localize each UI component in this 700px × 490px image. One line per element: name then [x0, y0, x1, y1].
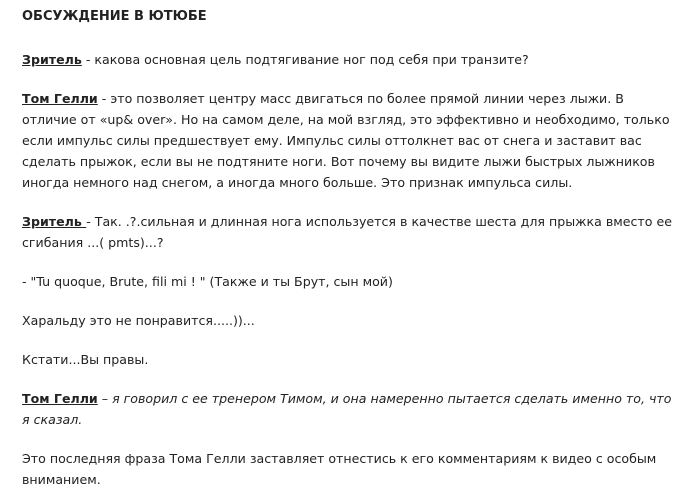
comment-text: я говорил с ее тренером Тимом, и она намеренно пытается сделать именно то, что я сказал.	[22, 391, 672, 427]
speaker-name: Зритель	[22, 52, 82, 67]
page-title: ОБСУЖДЕНИЕ В ЮТЮБЕ	[22, 9, 207, 24]
separator: -	[86, 214, 95, 229]
comment-viewer-followup	[22, 211, 680, 253]
speaker-name: Том Гелли	[22, 391, 98, 406]
comment-text: это позволяет центру масс двигаться по более прямой линии через лыжи. В отличие от «up& over». Но на самом деле, на мой взгляд, это эффективно и необходимо, только если импульс силы предшествует ему. Импульс силы оттолкнет вас от снега и заставит вас сделать прыжок, если вы не подтяните ноги. Вот почему вы видите лыжи быстрых лыжников иногда немного над снегом, а иногда много больше. Это признак импульса силы.	[22, 91, 670, 190]
comment-viewer-question	[22, 49, 680, 70]
comment-text: какова основная цель подтягивание ног под себя при транзите?	[94, 52, 529, 67]
closing-paragraph: Это последняя фраза Тома Гелли заставляет отнестись к его комментариям к видео с особым вниманием.	[22, 451, 657, 487]
speaker-name: Том Гелли	[22, 91, 98, 106]
comment-tom-gelli-reply	[22, 88, 680, 193]
separator: -	[81, 52, 95, 67]
remark-line: Харальду это не понравится.....))...	[22, 313, 255, 328]
separator: –	[97, 391, 113, 406]
remark-line: Кстати...Вы правы.	[22, 352, 149, 367]
speaker-name: Зритель	[22, 214, 87, 229]
comment-tom-gelli-final	[22, 388, 680, 430]
separator: -	[97, 91, 111, 106]
comment-text: Так. .?.сильная и длинная нога используется в качестве шеста для прыжка вместо ее сгибания ...( pmts)...?	[22, 214, 672, 250]
quote-line: - "Tu quoque, Brute, fili mi ! " (Также и ты Брут, сын мой)	[22, 274, 393, 289]
